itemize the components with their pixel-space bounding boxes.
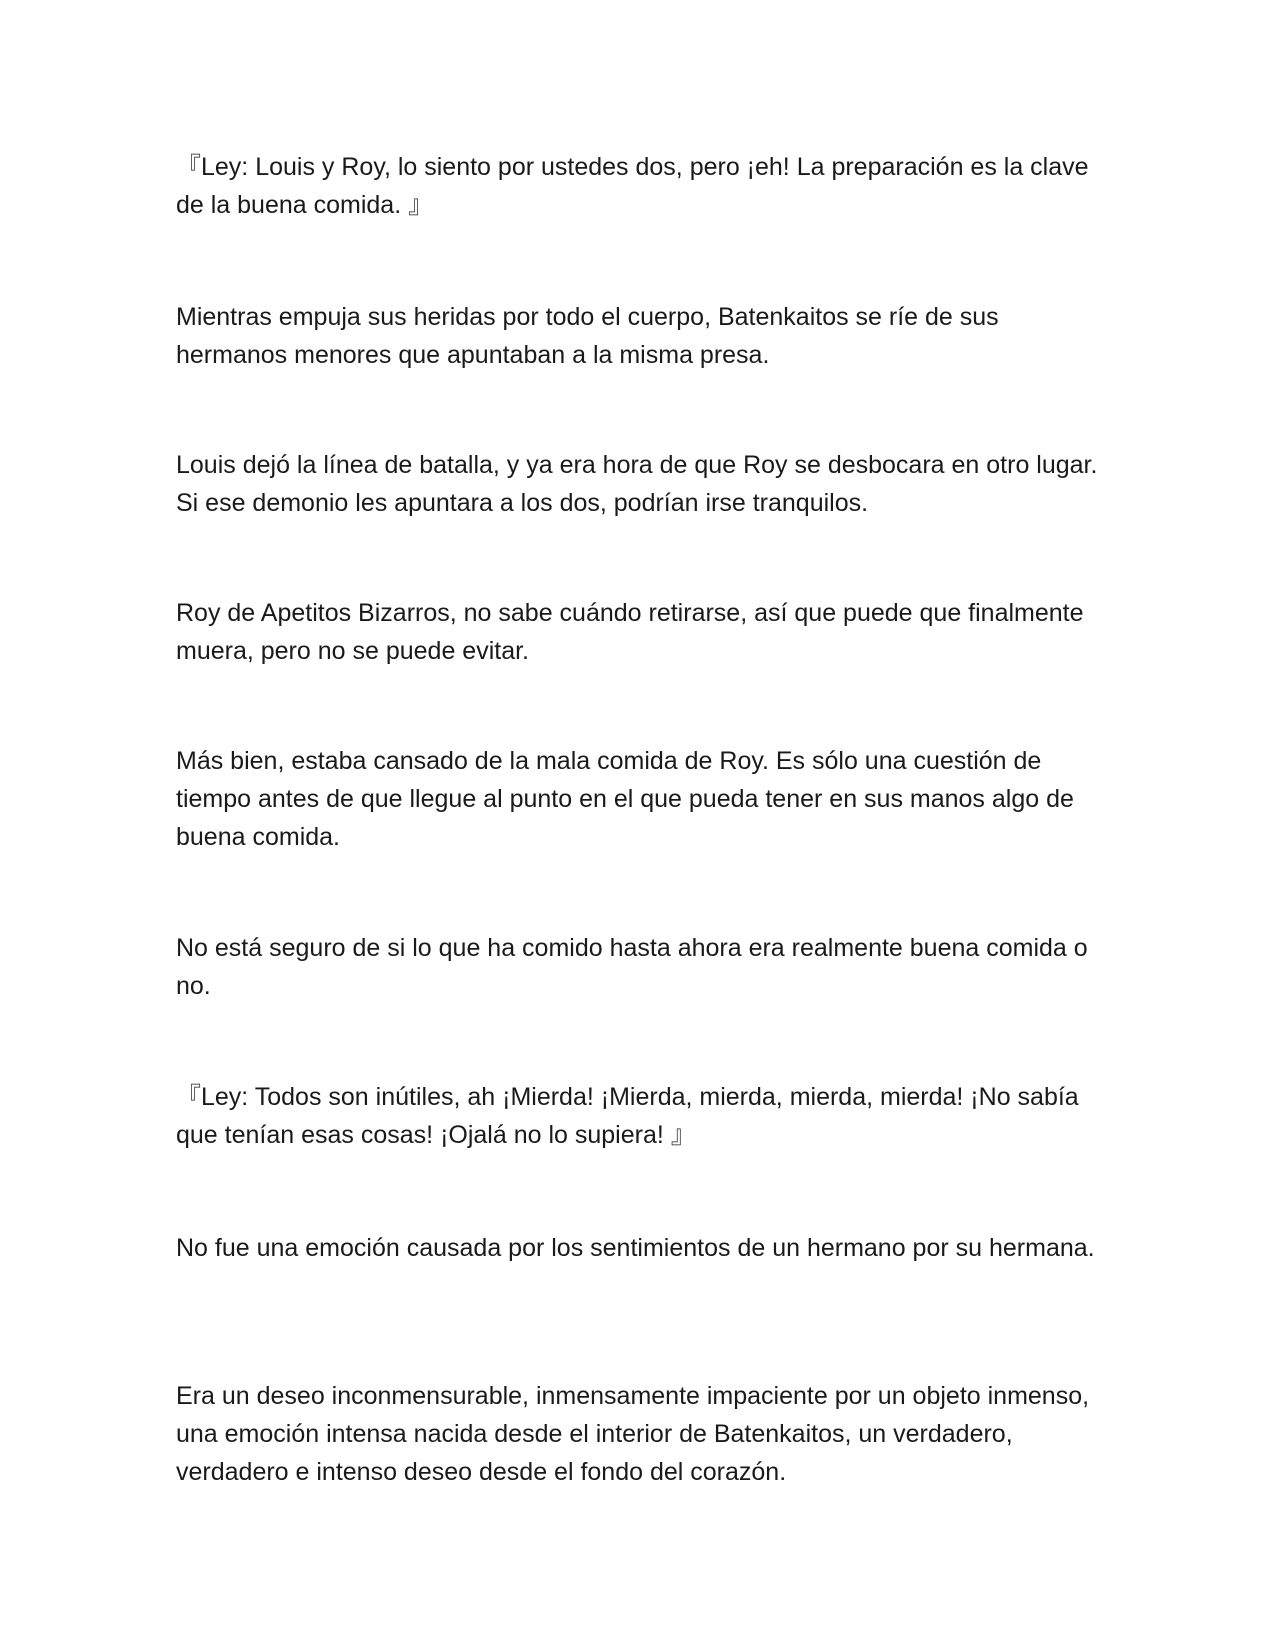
paragraph-4: Roy de Apetitos Bizarros, no sabe cuándo retirarse, así que puede que finalmente muera, pero no se puede evitar. <box>176 599 1084 665</box>
paragraph-8: No fue una emoción causada por los sentimientos de un hermano por su hermana. <box>176 1234 1095 1262</box>
paragraph-3: Louis dejó la línea de batalla, y ya era hora de que Roy se desbocara en otro lugar. Si ese demonio les apuntara a los dos, podrían irse tranquilos. <box>176 451 1098 517</box>
paragraph-6: No está seguro de si lo que ha comido hasta ahora era realmente buena comida o no. <box>176 934 1088 1000</box>
paragraph-dialogue-ley-2: 『Ley: Todos son inútiles, ah ¡Mierda! ¡Mierda, mierda, mierda, mierda! ¡No sabía que tenían esas cosas! ¡Ojalá no lo supiera! 』 <box>176 1083 1079 1149</box>
paragraph-2: Mientras empuja sus heridas por todo el cuerpo, Batenkaitos se ríe de sus hermanos menores que apuntaban a la misma presa. <box>176 303 999 369</box>
paragraph-9: Era un deseo inconmensurable, inmensamente impaciente por un objeto inmenso, una emoción intensa nacida desde el interior de Batenkaitos, un verdadero, verdadero e intenso deseo desde el fondo del corazón. <box>176 1382 1090 1486</box>
paragraph-dialogue-ley-1: 『Ley: Louis y Roy, lo siento por ustedes dos, pero ¡eh! La preparación es la clave de la buena comida. 』 <box>176 153 1089 219</box>
paragraph-5: Más bien, estaba cansado de la mala comida de Roy. Es sólo una cuestión de tiempo antes de que llegue al punto en el que pueda tener en sus manos algo de buena comida. <box>176 747 1074 851</box>
